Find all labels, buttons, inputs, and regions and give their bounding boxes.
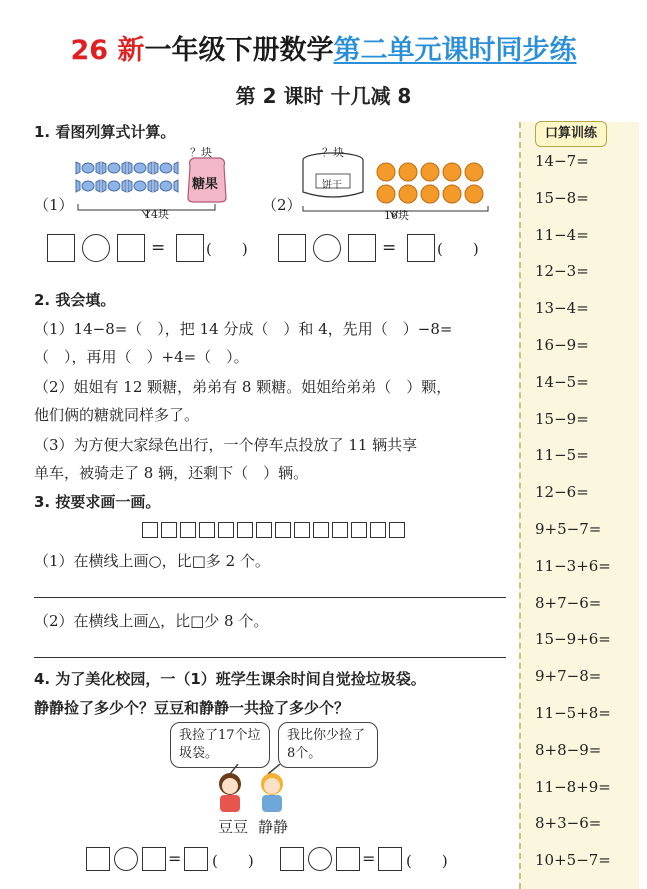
oral-item[interactable]: 11−4= bbox=[535, 225, 589, 244]
candy-group bbox=[76, 162, 178, 192]
q4-2-operator-circle[interactable] bbox=[308, 847, 332, 871]
q4-2-answer-box-1[interactable] bbox=[280, 847, 304, 871]
reference-square bbox=[180, 522, 196, 538]
q4-1-answer-box-1[interactable] bbox=[86, 847, 110, 871]
q1-2-unit[interactable]: ( ) bbox=[437, 240, 479, 258]
q2-line-6: 单车，被骑走了 8 辆，还剩下（ ）辆。 bbox=[34, 464, 309, 482]
q1-1-equals: = bbox=[151, 238, 166, 258]
reference-square bbox=[199, 522, 215, 538]
q1-part2-label: （2） bbox=[262, 196, 302, 214]
reference-square bbox=[256, 522, 272, 538]
candy-bag-label: 糖果 bbox=[192, 177, 219, 192]
q4-1-equals: = bbox=[168, 849, 182, 868]
title-number: 26 bbox=[70, 35, 109, 66]
q3-heading: 3. 按要求画一画。 bbox=[34, 493, 161, 511]
q1-2-equals: = bbox=[382, 238, 397, 258]
q4-1-operator-circle[interactable] bbox=[114, 847, 138, 871]
reference-square bbox=[389, 522, 405, 538]
reference-square bbox=[161, 522, 177, 538]
title-main: 一年级下册数学 bbox=[144, 35, 334, 66]
reference-square bbox=[294, 522, 310, 538]
q4-2-equals: = bbox=[362, 849, 376, 868]
name-jingjing: 静静 bbox=[258, 818, 289, 836]
biscuit-unknown-label: ？块 bbox=[322, 146, 344, 159]
oral-item[interactable]: 8+3−6= bbox=[535, 814, 602, 833]
reference-square bbox=[351, 522, 367, 538]
jingjing-girl-icon bbox=[261, 773, 283, 812]
girls-illustration bbox=[200, 764, 310, 814]
reference-square bbox=[332, 522, 348, 538]
q4-1-unit[interactable]: ( ) bbox=[212, 852, 254, 870]
q4-1-answer-box-3[interactable] bbox=[184, 847, 208, 871]
reference-square bbox=[218, 522, 234, 538]
q3-part-1: （1）在横线上画○，比□多 2 个。 bbox=[34, 552, 270, 570]
oral-training-title: 口算训练 bbox=[535, 121, 607, 147]
title-highlight: 第二单元课时同步练 bbox=[333, 35, 577, 66]
q1-1-unit[interactable]: ( ) bbox=[206, 240, 248, 258]
q1-heading: 1. 看图列算式计算。 bbox=[34, 123, 176, 141]
q3-answer-line-2[interactable] bbox=[34, 657, 506, 658]
q1-2-answer-box-3[interactable] bbox=[407, 234, 435, 262]
q2-line-3: （2）姐姐有 12 颗糖，弟弟有 8 颗糖。姐姐给弟弟（ ）颗， bbox=[34, 378, 452, 396]
biscuit-tin-label: 饼干 bbox=[322, 180, 342, 191]
q2-line-1: （1）14−8=（ ），把 14 分成（ ）和 4，先用（ ）−8= bbox=[34, 320, 453, 338]
reference-square bbox=[313, 522, 329, 538]
q1-1-answer-box-1[interactable] bbox=[47, 234, 75, 262]
oral-item[interactable]: 14−5= bbox=[535, 372, 589, 391]
q3-square-row bbox=[142, 522, 408, 542]
oral-item[interactable]: 11−5+8= bbox=[535, 704, 611, 722]
candy-unknown-label: ？块 bbox=[190, 146, 212, 159]
q4-2-answer-box-2[interactable] bbox=[336, 847, 360, 871]
speech-bubble-doudou: 我捡了17个垃圾袋。 bbox=[170, 722, 270, 768]
reference-square bbox=[275, 522, 291, 538]
q4-heading: 4. 为了美化校园，一（1）班学生课余时间自觉捡垃圾袋。 bbox=[34, 670, 426, 688]
q4-2-answer-box-3[interactable] bbox=[378, 847, 402, 871]
page-title bbox=[0, 28, 647, 67]
q1-1-answer-box-2[interactable] bbox=[117, 234, 145, 262]
q1-2-operator-circle[interactable] bbox=[313, 234, 341, 262]
oral-item[interactable]: 15−8= bbox=[535, 188, 589, 207]
oral-item[interactable]: 12−3= bbox=[535, 262, 589, 281]
lesson-subtitle: 第 2 课时 十几减 8 bbox=[235, 84, 412, 108]
oral-item[interactable]: 12−6= bbox=[535, 483, 589, 502]
oral-item[interactable]: 11−8+9= bbox=[535, 777, 611, 796]
oral-item[interactable]: 8+7−6= bbox=[535, 593, 602, 612]
oral-item[interactable]: 15−9= bbox=[535, 409, 589, 428]
reference-square bbox=[142, 522, 158, 538]
oral-item[interactable]: 16−9= bbox=[535, 336, 589, 354]
q2-line-5: （3）为方便大家绿色出行，一个停车点投放了 11 辆共享 bbox=[34, 436, 418, 454]
oral-item[interactable]: 8+8−9= bbox=[535, 740, 602, 759]
biscuit-total-label: 16块 bbox=[384, 209, 409, 222]
oral-item[interactable]: 14−7= bbox=[535, 152, 589, 170]
title-new: 新 bbox=[117, 35, 145, 66]
q3-part-2: （2）在横线上画△，比□少 8 个。 bbox=[34, 612, 269, 630]
q1-1-answer-box-3[interactable] bbox=[176, 234, 204, 262]
q1-part1-label: （1） bbox=[34, 196, 74, 214]
q2-line-4: 他们俩的糖就同样多了。 bbox=[34, 406, 200, 424]
biscuit-group bbox=[377, 163, 483, 203]
oral-item[interactable]: 9+7−8= bbox=[535, 667, 602, 686]
q1-2-answer-box-2[interactable] bbox=[348, 234, 376, 262]
candy-total-label: 14块 bbox=[144, 208, 169, 221]
q2-line-2: （ ），再用（ ）+4=（ ）。 bbox=[34, 348, 249, 366]
q4-1-answer-box-2[interactable] bbox=[142, 847, 166, 871]
q1-1-operator-circle[interactable] bbox=[82, 234, 110, 262]
q4-2-unit[interactable]: ( ) bbox=[406, 852, 448, 870]
oral-item[interactable]: 15−9+6= bbox=[535, 630, 611, 649]
speech-bubble-jingjing: 我比你少捡了8个。 bbox=[278, 722, 378, 768]
q1-2-answer-box-1[interactable] bbox=[278, 234, 306, 262]
q3-answer-line-1[interactable] bbox=[34, 597, 506, 598]
oral-item[interactable]: 11−3+6= bbox=[535, 556, 611, 575]
q4-question: 静静捡了多少个？豆豆和静静一共捡了多少个？ bbox=[34, 699, 350, 717]
oral-item[interactable]: 10+5−7= bbox=[535, 851, 611, 870]
reference-square bbox=[237, 522, 253, 538]
doudou-girl-icon bbox=[219, 773, 241, 812]
reference-square bbox=[370, 522, 386, 538]
oral-item[interactable]: 9+5−7= bbox=[535, 520, 602, 538]
q2-heading: 2. 我会填。 bbox=[34, 291, 116, 309]
name-doudou: 豆豆 bbox=[218, 818, 249, 836]
oral-item[interactable]: 13−4= bbox=[535, 299, 589, 318]
oral-item[interactable]: 11−5= bbox=[535, 446, 589, 465]
